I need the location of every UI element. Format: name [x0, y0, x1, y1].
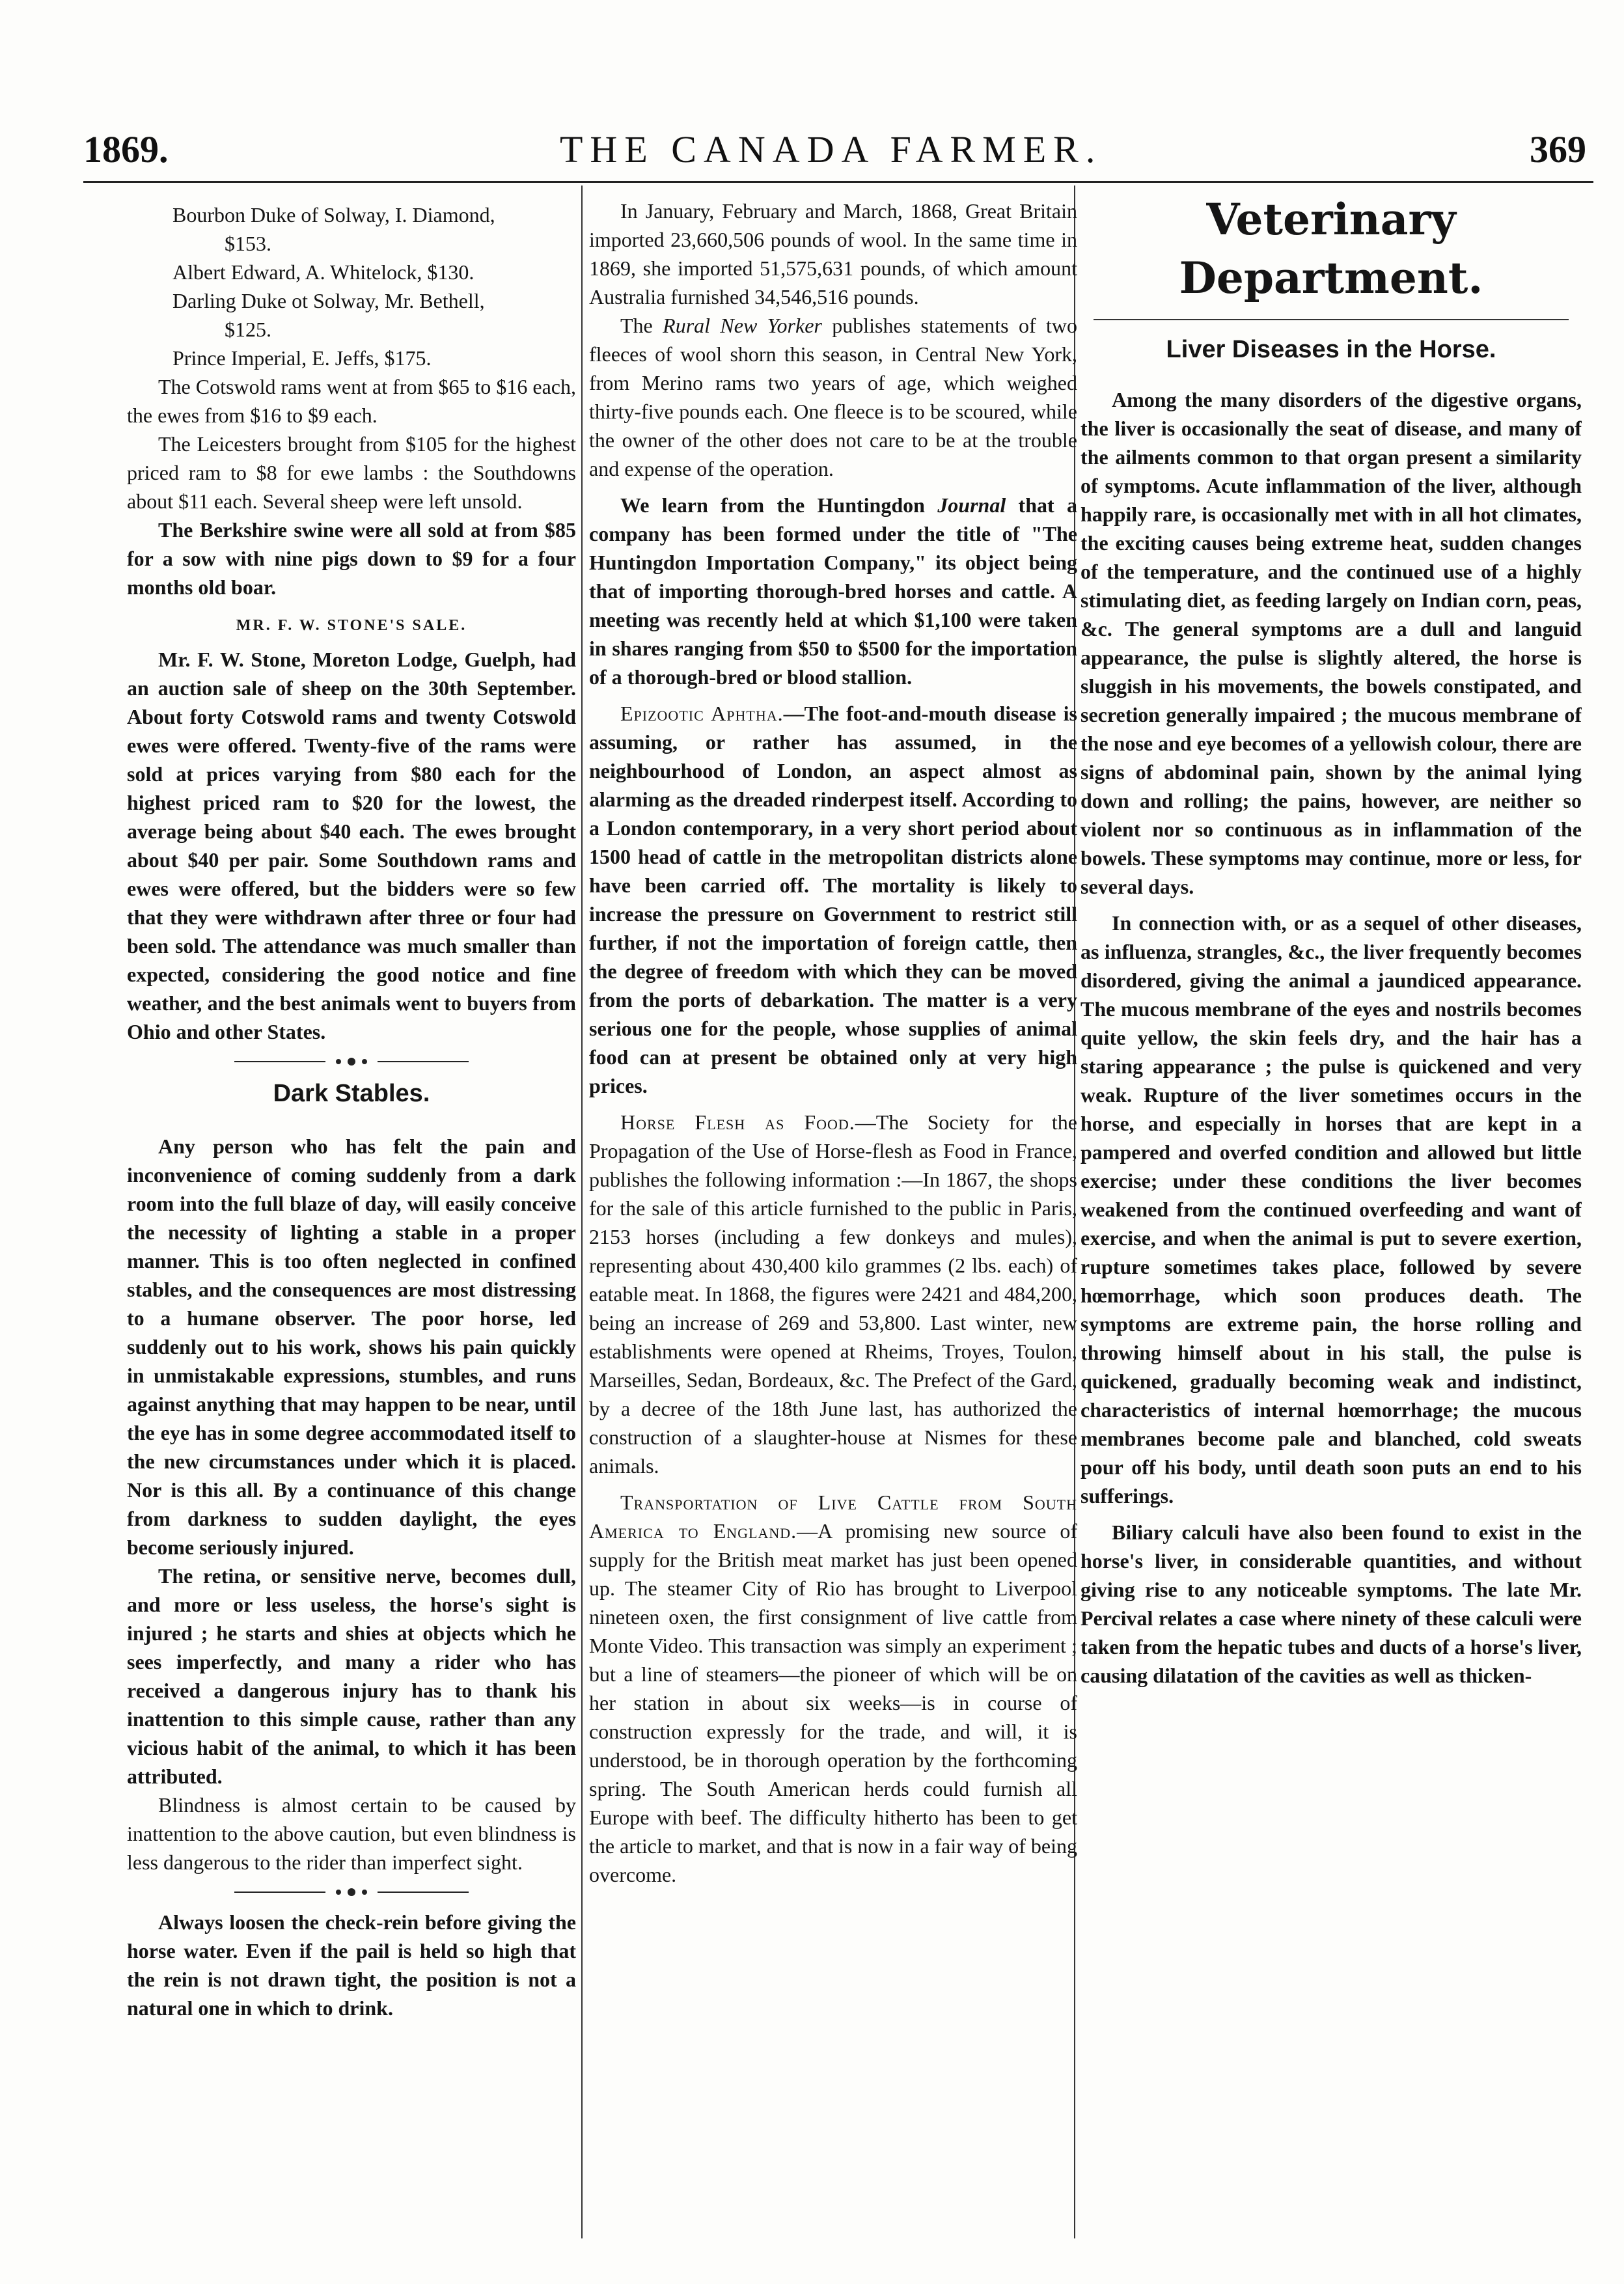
page-number: 369 [1530, 128, 1586, 171]
sale-price: $153. [225, 232, 271, 255]
ornamental-separator [234, 1055, 469, 1068]
column-divider-1 [581, 186, 583, 2238]
department-rule [1094, 319, 1569, 320]
stone-sale-heading: MR. F. W. STONE'S SALE. [236, 617, 467, 634]
live-cattle-text: —A promising new source of supply for the British meat market has just been opened up. The steamer City of Rio has brought to Liverpool nineteen oxen, the first consignment of live cattle from Monte Video. This transaction was simply an experiment ; but a line of steamers—the pioneer of which will be on her station in about six weeks—is in course of construction expressly for the trade, and will, it is understood, be in thorough operation by the forthcoming spring. The South American herds could furnish all Europe with beef. The difficulty hitherto has been to get the article to market, and that is now in a fair way of being overcome. [589, 1519, 1077, 1886]
sale-item: Prince Imperial, E. Jeffs, $175. [172, 346, 432, 370]
paragraph-dark-stables-3: Blindness is almost certain to be caused by inattention to the above caution, but even blindness is less dangerous to the rider than imperfect sight. [127, 1793, 576, 1874]
paragraph-wool-imports: In January, February and March, 1868, Great Britain imported 23,660,506 pounds of wool. In the same time in 1869, she imported 51,575,631 pounds, of which amount Australia furnished 34,546,516 pounds. [589, 199, 1077, 309]
paragraph-rural-new-yorker [589, 311, 1077, 483]
paragraph-check-rein: Always loosen the check-rein before giving the horse water. Even if the pail is held so high that the rein is not drawn tight, the position is not a natural one in which to drink. [127, 1910, 576, 2020]
department-title: Veterinary Department. [1179, 194, 1483, 303]
hunt-text-a: We learn from the Huntingdon [620, 493, 938, 517]
rural-text-b: publishes statements of two fleeces of wool shorn this season, in Central New York, from Merino rams two years of age, which weighed thirty-five pounds each. One fleece is to be scoured, while the owner of the other does not care to be at the trouble and expense of the operation. [589, 314, 1077, 480]
paragraph-leicesters: The Leicesters brought from $105 for the highest priced ram to $8 for ewe lambs : the Southdowns about $11 each. Several sheep were left unsold. [127, 432, 576, 513]
paragraph-berkshire: The Berkshire swine were all sold at from $85 for a sow with nine pigs down to $9 for a four months old boar. [127, 518, 576, 599]
paragraph-huntingdon [589, 491, 1077, 691]
sale-item: Darling Duke ot Solway, Mr. Bethell, [172, 289, 485, 312]
column-1 [127, 189, 576, 2245]
sale-item: Bourbon Duke of Solway, I. Diamond, [172, 203, 495, 227]
paragraph-horse-flesh [589, 1108, 1077, 1480]
liver-diseases-heading: Liver Diseases in the Horse. [1166, 336, 1496, 363]
epizootic-title: Epizootic Aphtha. [620, 702, 784, 725]
masthead-title: THE CANADA FARMER. [560, 128, 1103, 171]
column-3 [1080, 189, 1582, 2245]
ornamental-separator [234, 1886, 469, 1899]
column-2 [589, 189, 1077, 2245]
paragraph-dark-stables-2: The retina, or sensitive nerve, becomes dull, and more or less useless, the horse's sight is injured ; he starts and shies at objects which he sees imperfectly, and many a rider who has received a dangerous injury has to thank his inattention to this simple cause, rather than any vicious habit of the animal, to which it has been attributed. [127, 1564, 576, 1788]
paragraph-liver-3: Biliary calculi have also been found to exist in the horse's liver, in considerable quantities, and without giving rise to any noticeable symptoms. The late Mr. Percival relates a case where ninety of these calculi were taken from the hepatic tubes and ducts of a horse's liver, causing dilatation of the cavities as well as thicken- [1080, 1520, 1582, 1687]
issue-year: 1869. [83, 128, 169, 171]
header-rule [83, 181, 1593, 183]
live-cattle-title: Transportation of Live Cattle from South America to England. [589, 1491, 1077, 1543]
sale-price: $125. [225, 318, 271, 341]
paragraph-stone-sale: Mr. F. W. Stone, Moreton Lodge, Guelph, had an auction sale of sheep on the 30th September. About forty Cotswold rams and twenty Cotswold ewes were offered. Twenty-five of the rams were sold at prices varying from $80 each for the highest priced ram to $20 for the lowest, the average being about $40 each. The ewes brought about $40 per pair. Some Southdown rams and ewes were offered, but the bidders were so few that they were withdrawn after three or four had been sold. The attendance was much smaller than expected, considering the good notice and fine weather, and the best animals went to buyers from Ohio and other States. [127, 648, 576, 1043]
paragraph-cotswold: The Cotswold rams went at from $65 to $16 each, the ewes from $16 to $9 each. [127, 375, 576, 427]
paragraph-live-cattle [589, 1488, 1077, 1889]
hunt-publication: Journal [937, 493, 1006, 517]
horse-flesh-text: —The Society for the Propagation of the Use of Horse-flesh as Food in France, publishes the following information :—In 1867, the shops for the sale of this article furnished to the public in Paris, 2153 horses (including a few donkeys and mules), representing about 430,400 kilo grammes (2 lbs. each) of eatable meat. In 1868, the figures were 2421 and 484,200, being an increase of 269 and 53,800. Last winter, new establishments were opened at Rheims, Troyes, Toulon, Marseilles, Sedan, Bordeaux, &c. The Prefect of the Gard, by a decree of the 18th June last, has authorized the construction of a slaughter-house at Nismes for these animals. [589, 1110, 1077, 1478]
epizootic-text: —The foot-and-mouth disease is assuming, or rather has assumed, in the neighbourhood of London, an aspect almost as alarming as the dreaded rinderpest itself. According to a London contemporary, in a very short period about 1500 head of cattle in the metropolitan districts alone have been carried off. The mortality is likely to increase the pressure on Government to restrict still further, if not the importation of foreign cattle, then the degree of freedom with which they can be moved from the ports of debarkation. The matter is a very serious one for the people, whose supplies of animal food can at present be obtained only at very high prices. [589, 702, 1077, 1097]
paragraph-dark-stables-1: Any person who has felt the pain and inconvenience of coming suddenly from a dark room into the full blaze of day, will easily conceive the necessity of lighting a stable in a proper manner. This is too often neglected in confined stables, and the consequences are most distressing to a humane observer. The poor horse, led suddenly out to his work, shows his pain quickly in unmistakable expressions, stumbles, and runs against anything that may happen to be near, until the eye has in some degree accommodated itself to the new circumstances under which it is placed. Nor is this all. By a continuance of this change from darkness to sudden daylight, the eyes become seriously injured. [127, 1135, 576, 1559]
rural-publication: Rural New Yorker [663, 314, 822, 337]
paragraph-liver-2: In connection with, or as a sequel of other diseases, as influenza, strangles, &c., the liver frequently becomes disordered, giving the animal a jaundiced appearance. The mucous membrane of the eyes and nostrils becomes quite yellow, the skin feels dry, and the hair has a staring appearance ; the pulse is quickened and very weak. Rupture of the liver sometimes occurs in the horse, and especially in horses that are kept in a pampered and overfed condition and allowed but little exercise; under these conditions the liver becomes weakened from the continued overfeeding and want of exercise, and when the animal is put to severe exertion, rupture sometimes takes place, followed by severe hœmorrhage, which soon produces death. The symptoms are extreme pain, the horse rolling and throwing himself about in his stall, the pulse is quickened, gradually becoming weak and indistinct, characteristics of internal hœmorrhage; the mucous membranes become pale and blanched, cold sweats pour off his body, until death soon puts an end to his sufferings. [1080, 911, 1582, 1507]
hunt-text-b: that a company has been formed under the title of "The Huntingdon Importation Company," its object being that of importing thorough-bred horses and cattle. A meeting was recently held at which $1,100 were taken in shares ranging from $50 to $500 for the importation of a thorough-bred or blood stallion. [589, 493, 1077, 689]
sale-item: Albert Edward, A. Whitelock, $130. [172, 260, 475, 284]
sale-list [127, 200, 576, 372]
paragraph-liver-1: Among the many disorders of the digestive organs, the liver is occasionally the seat of disease, and many of the ailments common to that organ present a similarity of symptoms. Acute inflammation of the liver, although happily rare, is occasionally met with in all hot climates, the exciting causes being extreme heat, sudden changes of the temperature, and the continued use of a highly stimulating diet, as feeding largely on Indian corn, peas, &c. The general symptoms are a dull and languid appearance, the pulse is slightly altered, the horse is sluggish in his movements, the bowels constipated, and secretion generally impaired ; the mucous membrane of the nose and eye becomes of a yellowish colour, there are signs of abdominal pain, shown by the animal lying down and rolling; the pains, however, are neither so violent nor so continuous as in inflammation of the bowels. These symptoms may continue, more or less, for several days. [1080, 388, 1582, 898]
paragraph-epizootic [589, 699, 1077, 1100]
dark-stables-heading: Dark Stables. [273, 1080, 430, 1107]
rural-text-a: The [620, 314, 663, 337]
horse-flesh-title: Horse Flesh as Food. [620, 1110, 855, 1134]
